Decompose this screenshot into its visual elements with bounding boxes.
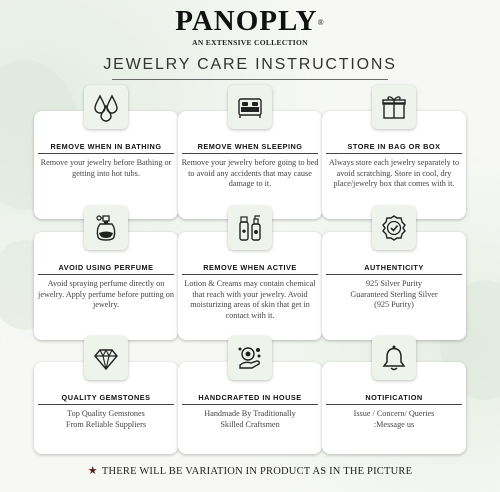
perfume-bottle-icon — [84, 206, 128, 250]
card-text: Remove your jewelry before Bathing or getting into hot tubs. — [40, 158, 172, 178]
care-card-notification — [322, 362, 466, 454]
care-card-sleeping — [178, 111, 322, 219]
title-divider — [112, 79, 388, 80]
card-text: Issue / Concern/ Queries :Message us — [353, 409, 435, 429]
gift-box-icon — [372, 85, 416, 129]
card-divider — [182, 153, 318, 154]
disclaimer-text: THERE WILL BE VARIATION IN PRODUCT AS IN THE PICTURE — [101, 466, 413, 477]
card-title: REMOVE WHEN ACTIVE — [203, 263, 297, 272]
card-text: Avoid spraying perfume directly on jewelry. Apply perfume before putting on jewelry. — [38, 279, 174, 309]
card-title: AVOID USING PERFUME — [58, 263, 154, 272]
drops-icon — [84, 85, 128, 129]
card-title: HANDCRAFTED IN HOUSE — [198, 393, 302, 402]
card-divider — [326, 404, 462, 405]
card-divider — [38, 274, 174, 275]
card-title: REMOVE WHEN SLEEPING — [197, 142, 303, 151]
card-text: Remove your jewelry before going to bed to avoid any accidents that may cause damage to it. — [181, 158, 319, 188]
authenticity-badge-icon — [372, 206, 416, 250]
bell-icon — [372, 336, 416, 380]
bed-icon — [228, 85, 272, 129]
care-card-active — [178, 232, 322, 340]
card-divider — [38, 404, 174, 405]
brand-logo: PANOPLY® — [175, 5, 325, 37]
page-title: JEWELRY CARE INSTRUCTIONS — [103, 56, 397, 73]
card-text: Handmade By Traditionally Skilled Craftsmen — [204, 409, 296, 429]
brand-tagline: AN EXTENSIVE COLLECTION — [192, 38, 308, 47]
card-text: Always store each jewelry separately to avoid scratching. Store in cool, dry place/jewelry box that comes with it. — [328, 158, 460, 188]
disclaimer-footer — [0, 464, 500, 477]
lotion-bottles-icon — [228, 206, 272, 250]
brand-header — [0, 6, 500, 47]
care-card-bathing — [34, 111, 178, 219]
card-title: AUTHENTICITY — [364, 263, 424, 272]
card-text: 925 Silver Purity Guaranteed Sterling Silver (925 Purity) — [350, 279, 438, 309]
card-title: QUALITY GEMSTONES — [61, 393, 151, 402]
card-divider — [326, 153, 462, 154]
card-divider — [182, 404, 318, 405]
card-title: REMOVE WHEN IN BATHING — [50, 142, 162, 151]
star-icon: ★ — [87, 465, 98, 477]
card-title: NOTIFICATION — [365, 393, 423, 402]
diamond-icon — [84, 336, 128, 380]
handcrafted-icon — [228, 336, 272, 380]
card-text: Lotion & Creams may contain chemical that reach with your jewelry. Avoid moisturizing areas of skin that get in contact with it. — [184, 279, 316, 320]
card-divider — [38, 153, 174, 154]
card-text: Top Quality Gemstones From Reliable Suppliers — [65, 409, 147, 429]
care-card-authenticity — [322, 232, 466, 340]
care-card-gemstones — [34, 362, 178, 454]
card-divider — [326, 274, 462, 275]
care-card-store — [322, 111, 466, 219]
card-title: STORE IN BAG OR BOX — [347, 142, 441, 151]
card-divider — [182, 274, 318, 275]
care-card-perfume — [34, 232, 178, 340]
care-card-handcrafted — [178, 362, 322, 454]
